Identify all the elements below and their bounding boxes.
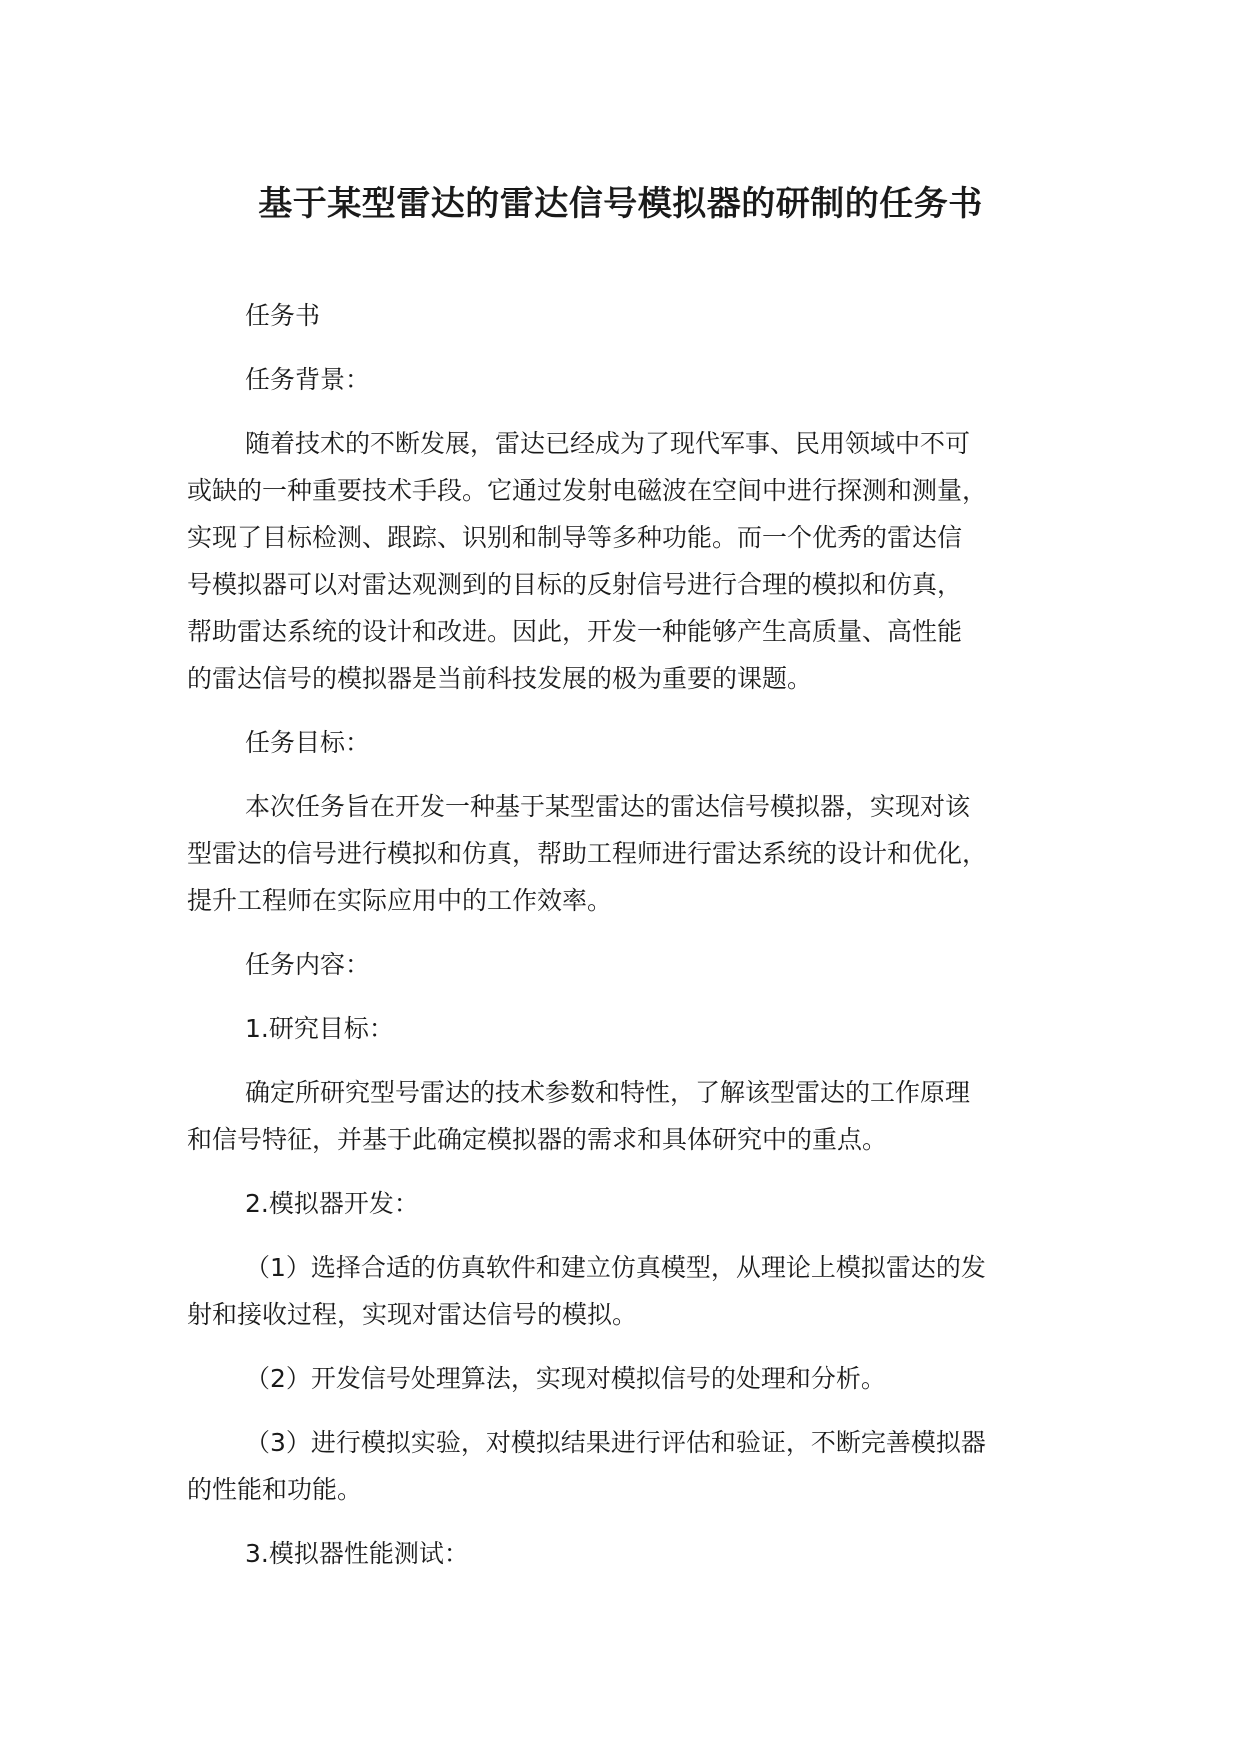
paragraph-background-text: 随着技术的不断发展，雷达已经成为了现代军事、民用领域中不可 或缺的一种重要技术手段。它通过发射电磁波在空间中进行探测和测量， 实现了目标检测、跟踪、识别和制导等多种功能。而一个优秀的雷达信 号模拟器可以对雷达观测到的目标的反射信号进行合理的模拟和仿真， 帮助雷达系统的设计和改进。因此，开发一种能够产生高质量、高性能 的雷达信号的模拟器是当前科技发展的极为重要的课题。: [187, 429, 988, 693]
paragraph-simulator-dev-item-3: （3）进行模拟实验，对模拟结果进行评估和验证，不断完善模拟器 的性能和功能。: [187, 1428, 986, 1504]
paragraph-heading-task-book: 任务书: [245, 301, 321, 330]
document-title: 基于某型雷达的雷达信号模拟器的研制的任务书: [258, 184, 983, 224]
paragraph-heading-goal: 任务目标：: [245, 728, 371, 757]
paragraph-simulator-dev-item-2: （2）开发信号处理算法，实现对模拟信号的处理和分析。: [245, 1364, 886, 1393]
paragraph-research-goal-heading: 1.研究目标：: [245, 1014, 394, 1043]
paragraph-heading-background: 任务背景：: [245, 365, 371, 394]
paragraph-performance-test-heading: 3.模拟器性能测试：: [245, 1539, 469, 1568]
paragraph-heading-content: 任务内容：: [245, 950, 371, 979]
paragraph-simulator-dev-heading: 2.模拟器开发：: [245, 1189, 419, 1218]
paragraph-research-goal-text: 确定所研究型号雷达的技术参数和特性，了解该型雷达的工作原理 和信号特征，并基于此确定模拟器的需求和具体研究中的重点。: [187, 1078, 971, 1154]
document-body: [187, 292, 1077, 1594]
paragraph-simulator-dev-item-1: （1）选择合适的仿真软件和建立仿真模型，从理论上模拟雷达的发 射和接收过程，实现对雷达信号的模拟。: [187, 1253, 986, 1329]
paragraph-goal-text: 本次任务旨在开发一种基于某型雷达的雷达信号模拟器，实现对该 型雷达的信号进行模拟和仿真，帮助工程师进行雷达系统的设计和优化， 提升工程师在实际应用中的工作效率。: [187, 792, 988, 915]
